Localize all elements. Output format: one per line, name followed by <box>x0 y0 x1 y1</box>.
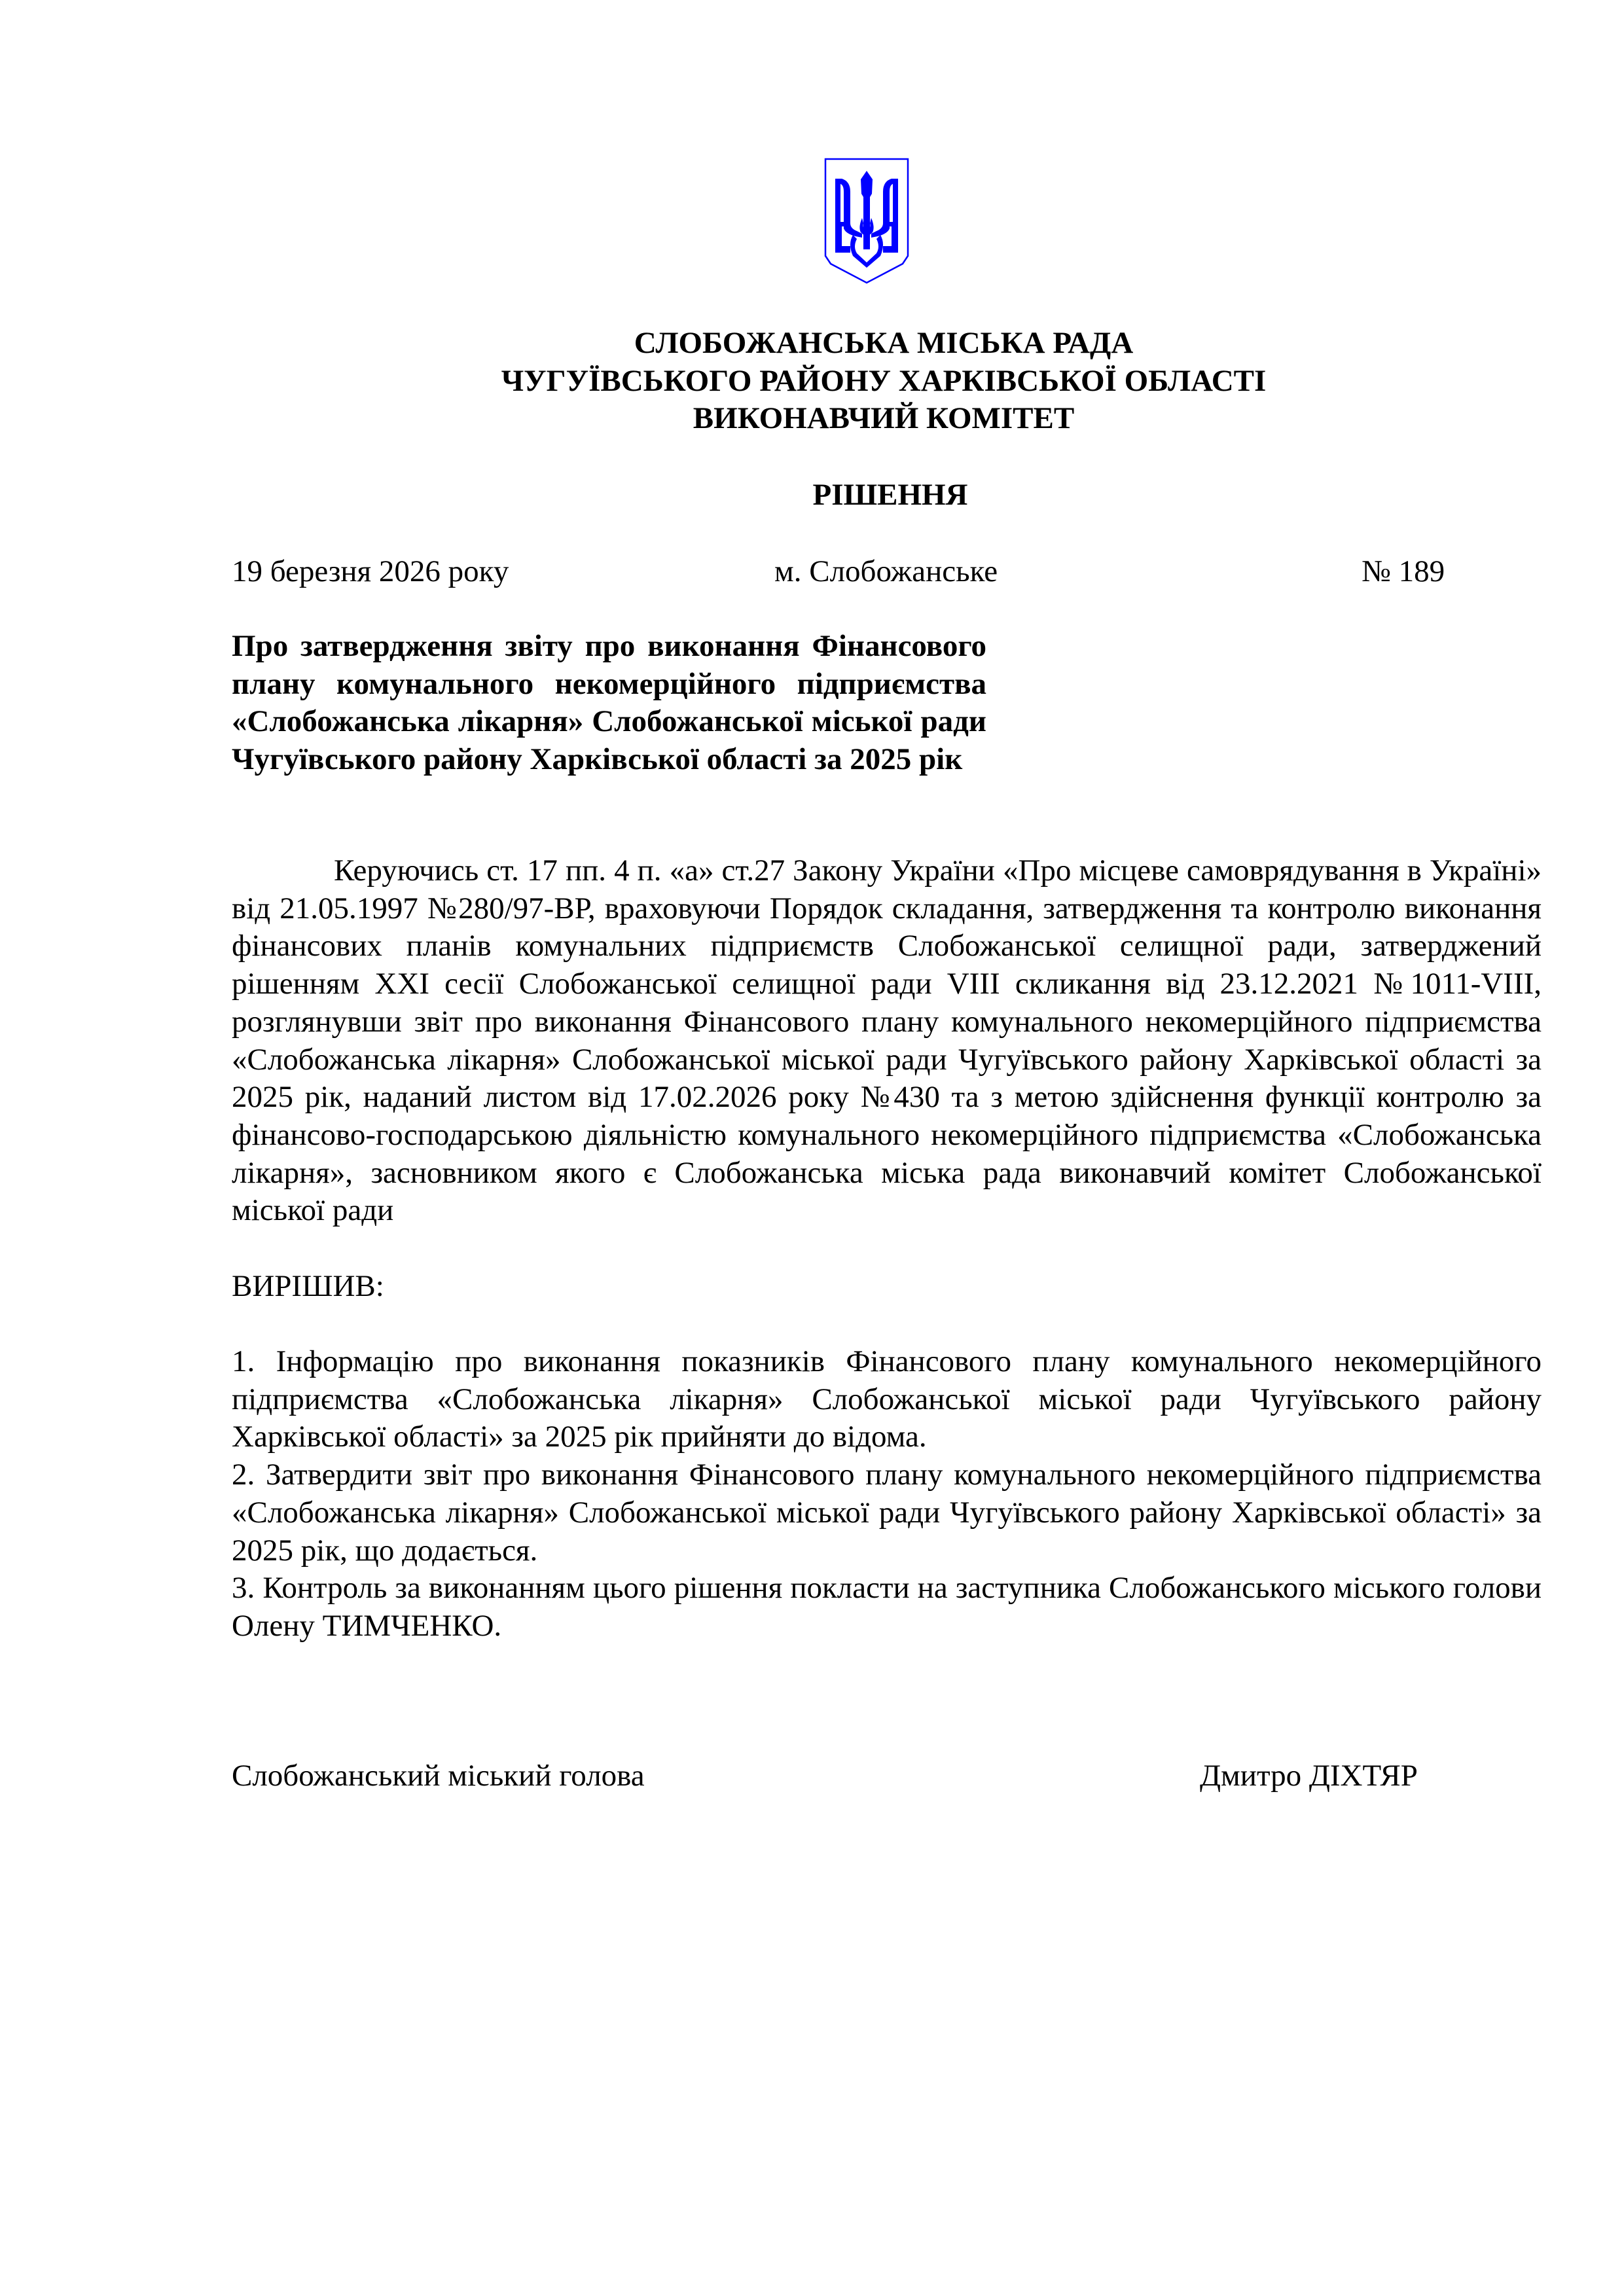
resolution-item-2: 2. Затвердити звіт про виконання Фінансового плану комунального некомерційного підприємства «Слобожанська лікарня» Слобожанської міської ради Чугуївського району Харківської області» за 2025 рік, що додається. <box>232 1458 1542 1568</box>
ukraine-trident-coat-of-arms-icon <box>824 158 909 284</box>
signatory-position: Слобожанський міський голова <box>232 1759 645 1793</box>
signatory-name: Дмитро ДІХТЯР <box>1200 1759 1418 1793</box>
issuer-header <box>458 325 1309 438</box>
signature-block <box>232 1757 1430 1795</box>
decided-label: ВИРІШИВ: <box>232 1269 384 1303</box>
document-subject: Про затвердження звіту про виконання Фінансового плану комунального некомерційного підприємства «Слобожанська лікарня» Слобожанської міської ради Чугуївського району Харківської області за 2025 рік <box>232 629 986 777</box>
issuer-executive-committee: ВИКОНАВЧИЙ КОМІТЕТ <box>693 401 1075 436</box>
issuer-council-name: СЛОБОЖАНСЬКА МІСЬКА РАДА <box>634 326 1134 360</box>
document-meta-row <box>232 553 1449 591</box>
document-type-title: РІШЕННЯ <box>812 478 968 512</box>
document-place: м. Слобожанське <box>774 554 998 588</box>
document-number: № 189 <box>1362 554 1445 588</box>
issuer-district-region: ЧУГУЇВСЬКОГО РАЙОНУ ХАРКІВСЬКОЇ ОБЛАСТІ <box>501 363 1267 398</box>
resolution-item-3: 3. Контроль за виконанням цього рішення покласти на заступника Слобожанського міського голови Олену ТИМЧЕНКО. <box>232 1571 1542 1643</box>
resolution-items <box>232 1343 1542 1645</box>
resolution-item-1: 1. Інформацію про виконання показників Фінансового плану комунального некомерційного підприємства «Слобожанська лікарня» Слобожанської міської ради Чугуївського району Харківської області» за 2025 рік прийняти до відома. <box>232 1344 1542 1454</box>
preamble-paragraph: Керуючись ст. 17 пп. 4 п. «а» ст.27 Закону України «Про місцеве самоврядування в Україні» від 21.05.1997 №280/97-ВР, враховуючи Порядок складання, затвердження та контролю виконання фінансових планів комунальних підприємств Слобожанської селищної ради, затверджений рішенням XXI сесії Слобожанської селищної ради VIII скликання від 23.12.2021 №1011-VIII, розглянувши звіт про виконання Фінансового плану комунального некомерційного підприємства «Слобожанська лікарня» Слобожанської міської ради Чугуївського району Харківської області за 2025 рік, наданий листом від 17.02.2026 року №430 та з метою здійснення функції контролю за фінансово-господарською діяльністю комунального некомерційного підприємства «Слобожанська лікарня», засновником якого є Слобожанська міська рада виконавчий комітет Слобожанської міської ради <box>232 853 1542 1228</box>
document-date: 19 березня 2026 року <box>232 554 509 588</box>
